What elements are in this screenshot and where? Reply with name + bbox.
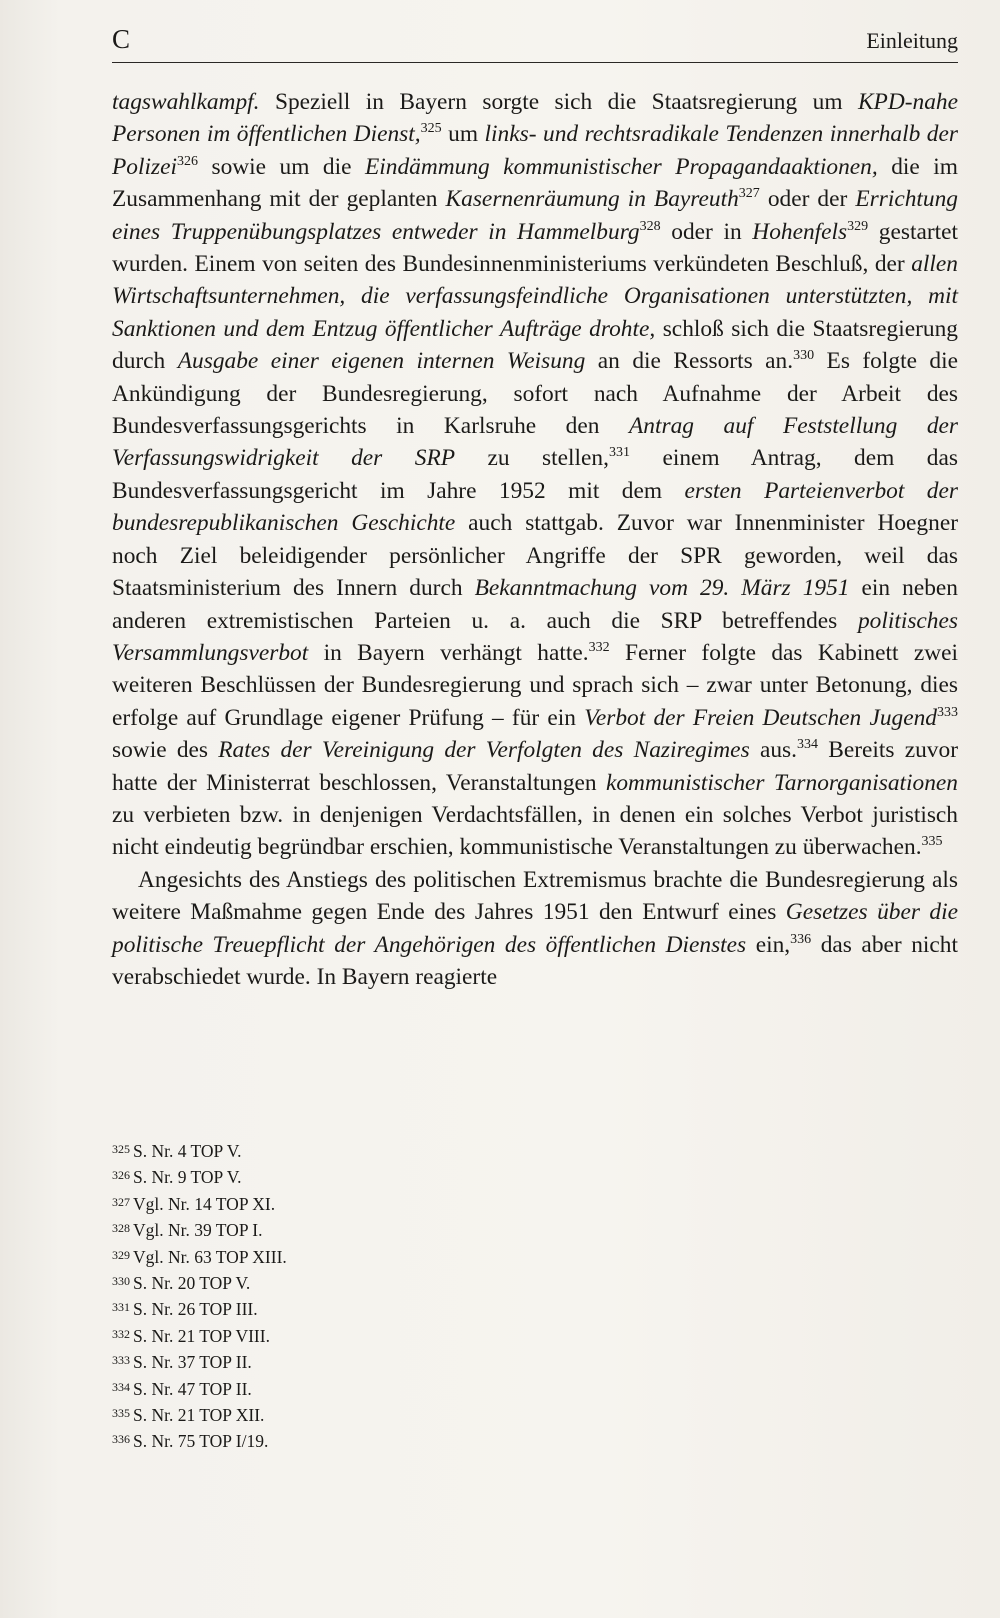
running-head: Einleitung — [866, 28, 958, 53]
footnote-ref: 328 — [639, 218, 661, 234]
footnote-number: 333 — [112, 1353, 130, 1368]
paragraph — [112, 864, 958, 994]
emphasis: Kasernenräumung in Bayreuth — [445, 186, 739, 213]
footnote-ref: 331 — [608, 445, 630, 461]
footnote-text: S. Nr. 9 TOP V. — [133, 1167, 242, 1188]
text-run: zu stellen, — [455, 445, 609, 472]
footnote — [112, 1322, 612, 1348]
emphasis: Bekanntmachung vom 29. März 1951 — [474, 575, 850, 602]
emphasis: KPD-nahe Personen im öffentlichen Dienst, — [112, 89, 958, 148]
footnote-ref: 332 — [588, 639, 610, 655]
footnote-text: S. Nr. 21 TOP VIII. — [133, 1325, 270, 1346]
text-run: auch stattgab. Zuvor war Innenminister Hoegner noch Ziel beleidigender persönlicher Angriffe der SPR geworden, weil das Staatsministerium des Innern durch — [112, 510, 958, 602]
text-run: ein, — [746, 931, 791, 958]
text-run: Bereits zuvor hatte der Ministerrat beschlossen, Veranstaltungen — [112, 737, 958, 796]
text-run: Speziell in Bayern sorgte sich die Staatsregierung um — [259, 89, 858, 115]
body-text — [112, 86, 958, 993]
emphasis: Rates der Vereinigung der Verfolgten des Naziregimes — [218, 737, 750, 764]
footnote — [112, 1295, 612, 1321]
footnote-number: 336 — [112, 1432, 130, 1447]
footnote-ref: 336 — [790, 931, 812, 947]
footnote-text: S. Nr. 21 TOP XII. — [133, 1405, 265, 1426]
footnotes — [112, 1137, 612, 1454]
emphasis: Hohenfels — [752, 218, 848, 245]
emphasis: links- und rechtsradikale Tendenzen innerhalb der Polizei — [112, 121, 958, 180]
emphasis: ersten Parteienverbot der bundesrepublikanischen Geschichte — [112, 477, 958, 537]
emphasis: Errichtung eines Truppenübungsplatzes entweder in Hammelburg — [112, 186, 958, 245]
footnote-text: S. Nr. 26 TOP III. — [133, 1299, 258, 1320]
footnote — [112, 1375, 612, 1401]
footnote — [112, 1163, 612, 1189]
text-run: schloß sich die Staatsregierung durch — [112, 315, 958, 375]
footnote-ref: 325 — [420, 121, 442, 137]
text-run: die im Zusammenhang mit der geplanten — [112, 153, 958, 213]
emphasis: tagswahlkampf. — [112, 89, 260, 115]
footnote-number: 325 — [112, 1142, 130, 1156]
emphasis: politisches Versammlungsverbot — [112, 607, 958, 666]
footnote-number: 329 — [112, 1247, 130, 1262]
text-run: um — [441, 121, 485, 148]
footnote-text: S. Nr. 4 TOP V. — [133, 1141, 242, 1161]
text-run: sowie des — [112, 737, 219, 764]
emphasis: Eindämmung kommunistischer Propagandaaktionen, — [365, 153, 878, 180]
footnote-number: 331 — [112, 1300, 130, 1315]
emphasis: Ausgabe einer eigenen internen Weisung — [177, 348, 586, 375]
emphasis: Gesetzes über die politische Treuepflicht der Angehörigen des öffentlichen Dienstes — [112, 899, 958, 958]
text-run: Es folgte die Ankündigung der Bundesregierung, sofort nach Aufnahme der Arbeit des Bundesverfassungsgerichts in Karlsruhe den — [112, 348, 958, 440]
footnote-ref: 335 — [921, 834, 943, 850]
footnote-ref: 333 — [937, 704, 958, 720]
paragraph — [112, 86, 958, 864]
footnote-ref: 334 — [796, 737, 818, 753]
emphasis: allen Wirtschaftsunternehmen, die verfassungsfeindliche Organisationen unterstützten, mit Sanktionen und dem Entzug öffentlicher Aufträge drohte, — [112, 251, 958, 342]
text-run: einem Antrag, dem das Bundesverfassungsgericht im Jahre 1952 mit dem — [112, 445, 958, 504]
emphasis: kommunistischer Tarnorganisationen — [605, 769, 959, 796]
footnote — [112, 1348, 612, 1374]
footnote-ref: 327 — [738, 186, 760, 202]
text-run: das aber nicht verabschiedet wurde. In Bayern reagierte — [112, 931, 959, 990]
text-run: in Bayern verhängt hatte. — [308, 639, 589, 666]
footnote-text: Vgl. Nr. 63 TOP XIII. — [133, 1246, 287, 1267]
footnote — [112, 1269, 612, 1295]
footnote — [112, 1190, 612, 1216]
footnote-number: 335 — [112, 1406, 130, 1421]
footnote — [112, 1243, 612, 1269]
footnote-number: 327 — [112, 1194, 130, 1209]
footnote-ref: 326 — [176, 153, 198, 169]
footnote — [112, 1427, 612, 1453]
text-run: sowie um die — [197, 153, 365, 180]
footnote-number: 326 — [112, 1168, 130, 1183]
footnote-text: S. Nr. 75 TOP I/19. — [133, 1431, 269, 1452]
text-run: zu verbieten bzw. in denjenigen Verdachtsfällen, in denen ein solches Verbot juristisch nicht eindeutig begründbar erschien, kommunistische Veranstaltungen zu überwachen. — [112, 801, 958, 861]
text-run: oder der — [759, 186, 856, 213]
emphasis: Antrag auf Feststellung der Verfassungswidrigkeit der SRP — [112, 413, 958, 472]
emphasis: Verbot der Freien Deutschen Jugend — [584, 704, 937, 731]
text-run: oder in — [660, 218, 753, 245]
text-run: ein neben anderen extremistischen Parteien u. a. auch die SRP betreffendes — [112, 575, 958, 634]
text-run: gestartet wurden. Einem von seiten des Bundesinnenministeriums verkündeten Beschluß, der — [112, 218, 959, 278]
text-run: aus. — [749, 737, 797, 764]
footnote-text: S. Nr. 37 TOP II. — [133, 1352, 252, 1373]
footnote-text: Vgl. Nr. 39 TOP I. — [133, 1220, 263, 1241]
footnote-number: 332 — [112, 1326, 130, 1341]
footnote — [112, 1401, 612, 1427]
footnote-text: S. Nr. 20 TOP V. — [133, 1273, 251, 1294]
footnote — [112, 1137, 612, 1163]
footnote-number: 330 — [112, 1274, 130, 1289]
page-number: C — [112, 24, 132, 54]
text-run: Angesichts des Anstiegs des politischen Extremismus brachte die Bundesregierung als weitere Maßmahme gegen Ende des Jahres 1951 den Entwurf eines — [112, 866, 958, 926]
page-header — [112, 22, 958, 63]
footnote-number: 328 — [112, 1221, 130, 1236]
text-run: an die Ressorts an. — [585, 348, 794, 375]
footnote-text: S. Nr. 47 TOP II. — [133, 1378, 252, 1399]
footnote-ref: 330 — [793, 348, 815, 364]
footnote-number: 334 — [112, 1379, 130, 1394]
footnote — [112, 1216, 612, 1242]
footnote-ref: 329 — [847, 218, 869, 234]
footnote-text: Vgl. Nr. 14 TOP XI. — [133, 1193, 276, 1214]
text-run: Ferner folgte das Kabinett zwei weiteren Beschlüssen der Bundesregierung und sprach sich – zwar unter Betonung, dies erfolge auf Grundlage eigener Prüfung – für ein — [112, 639, 958, 731]
